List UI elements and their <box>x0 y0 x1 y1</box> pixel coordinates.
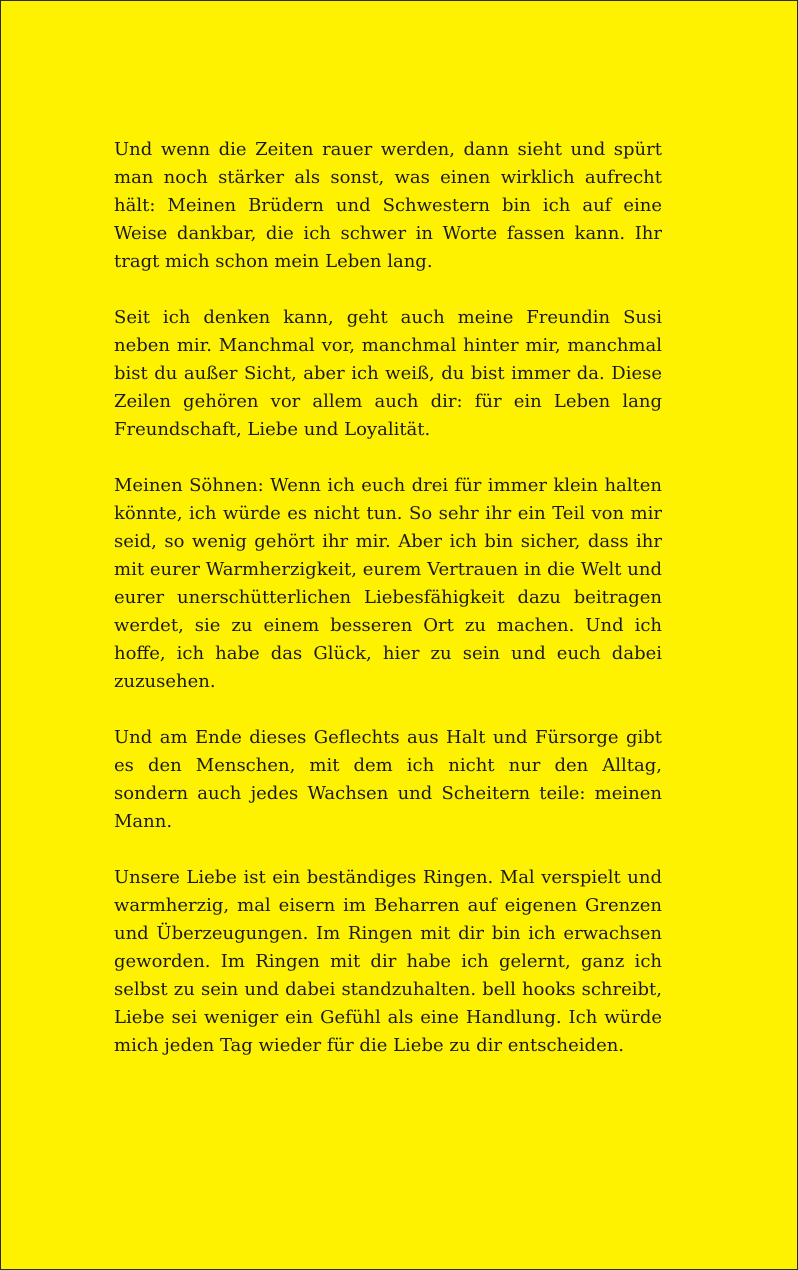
body-text <box>114 136 662 1088</box>
paragraph-love: Unsere Liebe ist ein beständiges Ringen. Mal verspielt und warmherzig, mal eisern im Beharren auf eigenen Grenzen und Überzeugungen. Im Ringen mit dir bin ich erwachsen geworden. Im Ringen mit dir habe ich gelernt, ganz ich selbst zu sein und dabei standzuhalten. bell hooks schreibt, Liebe sei weniger ein Gefühl als eine Handlung. Ich würde mich jeden Tag wieder für die Liebe zu dir entscheiden. <box>114 867 662 1056</box>
paragraph-friend: Seit ich denken kann, geht auch meine Freundin Susi neben mir. Manchmal vor, manchmal hinter mir, manchmal bist du außer Sicht, aber ich weiß, du bist immer da. Diese Zeilen gehören vor allem auch dir: für ein Leben lang Freundschaft, Liebe und Loyalität. <box>114 307 662 440</box>
paragraph-sons: Meinen Söhnen: Wenn ich euch drei für immer klein halten könnte, ich würde es nicht tun. So sehr ihr ein Teil von mir seid, so wenig gehört ihr mir. Aber ich bin sicher, dass ihr mit eurer Warmherzigkeit, eurem Vertrauen in die Welt und eurer unerschütterlichen Liebesfähigkeit dazu beitragen werdet, sie zu einem besseren Ort zu machen. Und ich hoffe, ich habe das Glück, hier zu sein und euch dabei zuzusehen. <box>114 475 662 692</box>
paragraph-husband-intro: Und am Ende dieses Geflechts aus Halt und Fürsorge gibt es den Menschen, mit dem ich nicht nur den Alltag, sondern auch jedes Wachsen und Scheitern teile: meinen Mann. <box>114 727 662 832</box>
paragraph-siblings: Und wenn die Zeiten rauer werden, dann sieht und spürt man noch stärker als sonst, was einen wirklich aufrecht hält: Meinen Brüdern und Schwestern bin ich auf eine Weise dankbar, die ich schwer in Worte fassen kann. Ihr tragt mich schon mein Leben lang. <box>114 139 662 272</box>
